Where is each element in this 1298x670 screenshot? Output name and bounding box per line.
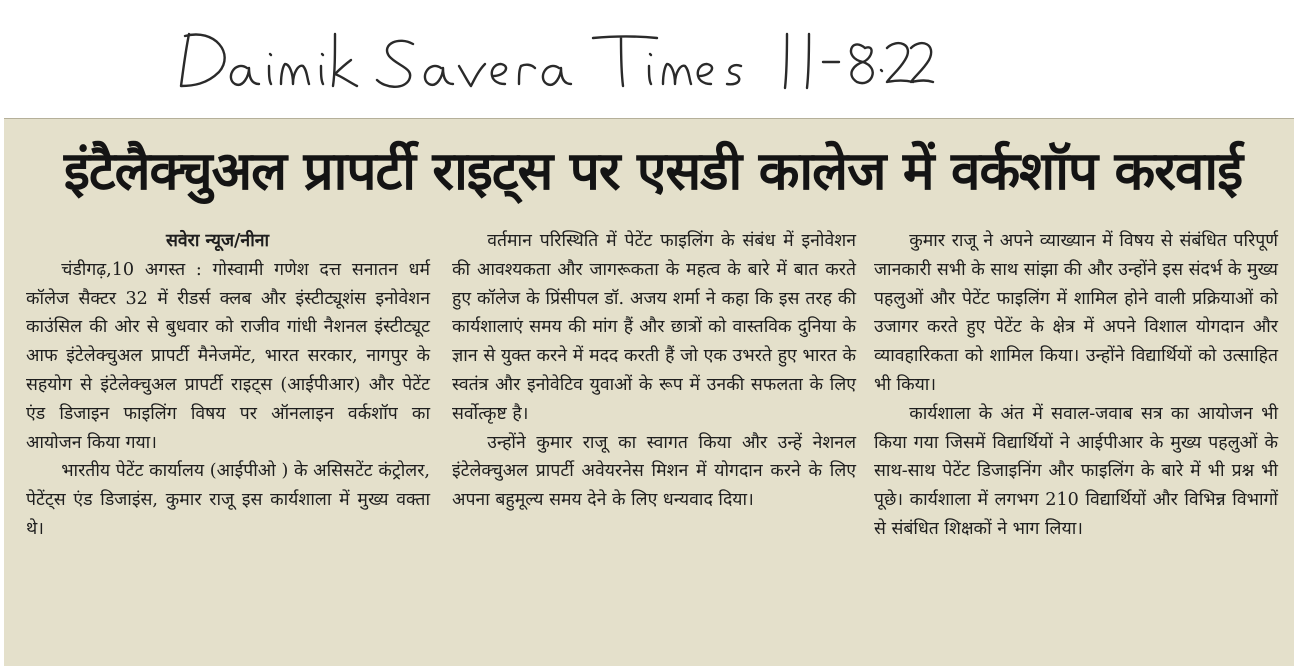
article-paragraph: चंडीगढ़,10 अगस्त : गोस्वामी गणेश दत्त सनातन धर्म कॉलेज सैक्टर 32 में रीडर्स क्लब और इंस्टीट्यूशंस इनोवेशन काउंसिल की ओर से बुधवार को राजीव गांधी नैशनल इंस्टीट्यूट आफ इंटेलेक्चुअल प्रापर्टी मैनेजमेंट, भारत सरकार, नागपुर के सहयोग से इंटेलेक्चुअल प्रापर्टी राइट्स (आईपीआर) और पेटेंट एंड डिजाइन फाइलिंग विषय पर ऑनलाइन वर्कशॉप का आयोजन किया गया। [26,259,430,453]
article-paragraph: भारतीय पेटेंट कार्यालय (आईपीओ ) के असिसटेंट कंट्रोलर, पेटेंट्स एंड डिजाइंस, कुमार राजू इस कार्यशाला में मुख्य वक्ता थे। [26,461,430,539]
article-byline: सवेरा न्यूज/नीना [166,230,270,251]
handwritten-source-annotation [175,14,935,100]
article-column-2 [452,227,856,515]
newspaper-clipping [4,118,1294,666]
article-paragraph: कार्यशाला के अंत में सवाल-जवाब सत्र का आयोजन भी किया गया जिसमें विद्यार्थियों ने आईपीआर के मुख्य पहलुओं के साथ-साथ पेटेंट डिजाइनिंग और फाइलिंग के बारे में भी प्रश्न भी पूछे। कार्यशाला में लगभग 210 विद्यार्थियों और विभिन्न विभागों से संबंधित शिक्षकों ने भाग लिया। [874,403,1278,539]
article-paragraph: उन्होंने कुमार राजू का स्वागत किया और उन्हें नेशनल इंटेलेक्चुअल प्रापर्टी अवेयरनेस मिशन में योगदान करने के लिए अपना बहुमूल्य समय देने के लिए धन्यवाद दिया। [452,432,856,511]
article-column-3 [874,227,1278,544]
article-paragraph: कुमार राजू ने अपने व्याख्यान में विषय से संबंधित परिपूर्ण जानकारी सभी के साथ सांझा की और उन्होंने इस संदर्भ के मुख्य पहलुओं और पेटेंट फाइलिंग में शामिल होने वाली प्रक्रियाओं को उजागर करते हुए पेटेंट के क्षेत्र में अपने विशाल योगदान और व्यावहारिकता को शामिल किया। उन्होंने विद्यार्थियों को उत्साहित भी किया। [874,231,1278,395]
article-headline: इंटैलैक्चुअल प्रापर्टी राइट्स पर एसडी कालेज में वर्कशॉप करवाई [63,141,1243,202]
article-paragraph: वर्तमान परिस्थिति में पेटेंट फाइलिंग के संबंध में इनोवेशन की आवश्यकता और जागरूकता के महत्व के बारे में बात करते हुए कॉलेज के प्रिंसीपल डॉ. अजय शर्मा ने कहा कि इस तरह की कार्यशालाएं समय की मांग हैं और छात्रों को वास्तविक दुनिया के ज्ञान से युक्त करने में मदद करती हैं जो एक उभरते हुए भारत के स्वतंत्र और इनोवेटिव युवाओं के रूप में उनकी सफलता के लिए सर्वोत्कृष्ट है। [452,231,856,424]
article-column-1 [26,227,430,544]
